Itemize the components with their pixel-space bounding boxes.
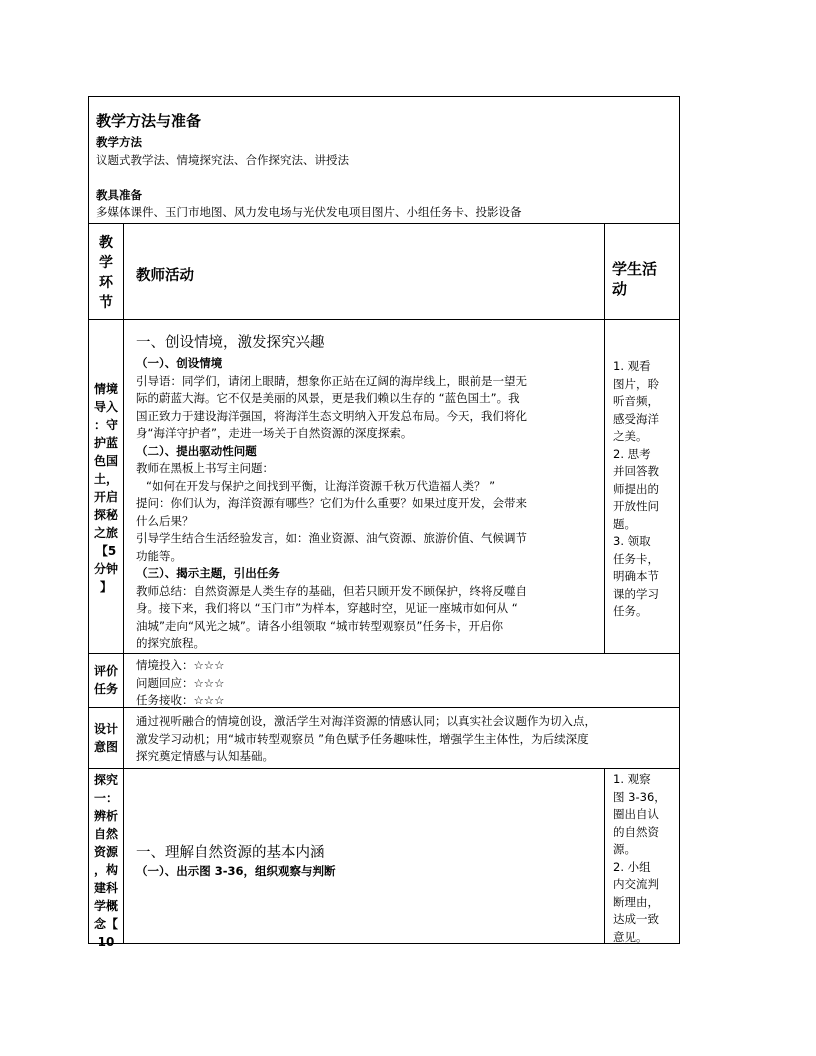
stage1-para2: 教师在黑板上书写主问题： “如何在开发与保护之间找到平衡，让海洋资源千秋万代造福人类？ ” 提问：你们认为，海洋资源有哪些？它们为什么重要？如果过度开发，会带来 什么后果？ 引导学生结合生活经验发言，如：渔业资源、油气资源、旅游价值、气候调节 功能等。 — [136, 461, 527, 563]
stage1-para3: 教师总结：自然资源是人类生存的基础，但若只顾开发不顾保护，终将反噬自 身。接下来，我们将以 “玉门市”为样本，穿越时空，见证一座城市如何从 “ 油城”走向“风光之城”。请各小组领取 “城市转型观察员”任务卡，开启你 的探究旅程。 — [136, 583, 527, 650]
header-stage — [89, 233, 123, 313]
stage1-label-text: 情境 导入 ：守 护蓝 色国 土， 开启 探秘 之旅 【5 分钟 】 — [93, 382, 118, 594]
eval-item: 问题回应：☆☆☆ — [136, 675, 225, 690]
stage1-para1: 引导语：同学们，请闭上眼睛，想象你正站在辽阔的海岸线上，眼前是一望无 际的蔚蓝大海。它不仅是美丽的风景，更是我们赖以生存的 “蓝色国土”。我 国正致力于建设海洋强国，将海洋生态文明纳入开发总布局。今天，我们将化 身“海洋守护者”，走进一场关于自然资源的深度探索。 — [136, 373, 527, 440]
row-divider — [88, 319, 680, 320]
section-title: 教学方法与准备 — [96, 112, 202, 130]
table-border-right — [679, 96, 680, 944]
header-teacher: 教师活动 — [136, 268, 194, 284]
col-divider — [123, 223, 124, 944]
design-label: 设计 意图 — [93, 722, 118, 754]
header-student: 学生活 动 — [612, 260, 658, 298]
tools-text: 多媒体课件、玉门市地图、风力发电场与光伏发电项目图片、小组任务卡、投影设备 — [96, 205, 522, 219]
stage2-sub1: （一）、出示图 3-36，组织观察与判断 — [136, 864, 336, 878]
stage2-teacher — [136, 843, 336, 881]
stage1-sub1: （一）、创设情境 — [136, 356, 223, 370]
stage2-student: 1. 观察 图 3-36， 圈出自认 的自然资 源。 2. 小组 内交流判 断理由， 达成一致 意见。 — [613, 772, 666, 944]
design-text: 通过视听融合的情境创设，激活学生对海洋资源的情感认同；以真实社会议题作为切入点， 激发学习动机；用“城市转型观察员 ”角色赋予任务趣味性，增强学生主体性，为后续深度 探究奠定情感与认知基础。 — [136, 714, 596, 763]
stage2-heading: 一、理解自然资源的基本内涵 — [136, 845, 325, 861]
eval-items — [136, 657, 224, 710]
eval-item: 任务接收：☆☆☆ — [136, 693, 225, 707]
eval-item: 情境投入：☆☆☆ — [136, 658, 225, 672]
stage2-label: 探究 一： 辨析 自然 资源 ，构 建科 学概 念【 10 — [93, 773, 118, 949]
stage1-label — [89, 380, 123, 596]
stage1-heading: 一、创设情境，激发探究兴趣 — [136, 335, 325, 351]
header-stage-text: 教 学 环 节 — [99, 235, 113, 311]
methods-section — [96, 96, 676, 223]
row-divider — [88, 653, 680, 654]
methods-label: 教学方法 — [96, 135, 142, 149]
tools-label: 教具准备 — [96, 188, 142, 202]
row-divider — [88, 223, 680, 224]
stage1-student: 1. 观看 图片，聆 听音频， 感受海洋 之美。 2. 思考 并回答教 师提出的 开放性问 题。 3. 领取 任务卡， 明确本节 课的学习 任务。 — [613, 359, 659, 618]
stage1-sub2: （二）、提出驱动性问题 — [136, 443, 257, 458]
eval-label: 评价 任务 — [93, 664, 118, 696]
row-divider — [88, 768, 680, 769]
methods-text: 议题式教学法、情境探究法、合作探究法、讲授法 — [96, 153, 349, 167]
stage1-sub3: （三）、揭示主题，引出任务 — [136, 566, 280, 580]
table-border-bottom — [88, 943, 680, 944]
lesson-plan-table — [88, 96, 680, 949]
stage1-teacher — [136, 333, 602, 653]
